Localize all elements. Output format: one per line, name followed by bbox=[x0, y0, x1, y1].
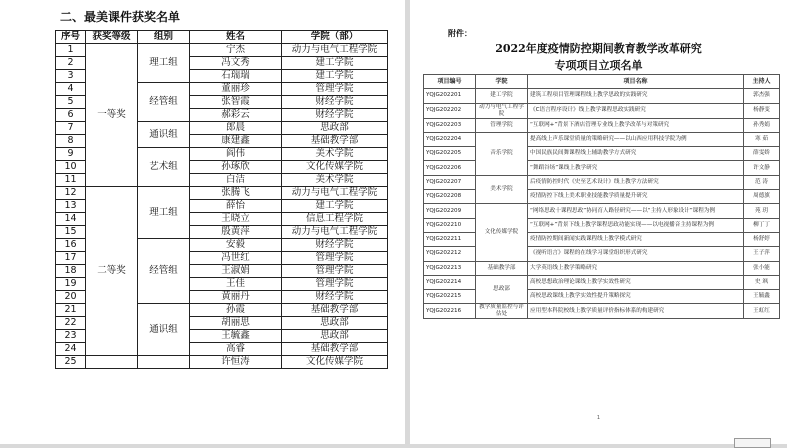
award-row bbox=[56, 44, 388, 57]
project-table-header bbox=[424, 75, 780, 89]
project-id: YQJG202212 bbox=[424, 247, 476, 261]
project-host: 张小能 bbox=[744, 261, 780, 275]
award-college: 建工学院 bbox=[282, 200, 388, 213]
award-college: 建工学院 bbox=[282, 57, 388, 70]
project-id: YQJG202208 bbox=[424, 190, 476, 204]
project-name: “网络思政十课程思政”协同育人路径研究——以“主持人形象设计”课程为例 bbox=[528, 204, 744, 218]
project-id: YQJG202202 bbox=[424, 103, 476, 118]
award-college: 美术学院 bbox=[282, 148, 388, 161]
award-list-heading: 二、最美课件获奖名单 bbox=[60, 10, 181, 24]
award-college: 动力与电气工程学院 bbox=[282, 44, 388, 57]
award-index: 9 bbox=[56, 148, 86, 161]
award-table bbox=[55, 30, 388, 369]
document-subtitle: 专项项目立项名单 bbox=[554, 59, 643, 72]
project-college: 音乐学院 bbox=[476, 132, 528, 175]
header-project-id: 项目编号 bbox=[424, 75, 476, 89]
project-college: 教学质量监控与评估处 bbox=[476, 304, 528, 319]
project-name: 建筑工程项目管理课程线上教学思政的实践研究 bbox=[528, 89, 744, 103]
award-name: 孙霞 bbox=[190, 304, 282, 317]
award-name: 石瑞瑞 bbox=[190, 70, 282, 83]
header-level: 获奖等级 bbox=[86, 31, 138, 44]
award-name: 薛怡 bbox=[190, 200, 282, 213]
page-number: 1 bbox=[596, 415, 601, 421]
award-name: 郎晨 bbox=[190, 122, 282, 135]
award-group: 通识组 bbox=[138, 304, 190, 356]
award-college: 管理学院 bbox=[282, 278, 388, 291]
award-name: 安毅 bbox=[190, 239, 282, 252]
viewer-corner-widget bbox=[734, 438, 771, 448]
project-college: 思政部 bbox=[476, 275, 528, 304]
project-name: 《视听语言》课程的在线学习课堂组织形式研究 bbox=[528, 247, 744, 261]
project-host: 苑 玥 bbox=[744, 204, 780, 218]
project-id: YQJG202213 bbox=[424, 261, 476, 275]
project-id: YQJG202209 bbox=[424, 204, 476, 218]
award-group: 理工组 bbox=[138, 44, 190, 83]
project-host: 薛雯娇 bbox=[744, 147, 780, 161]
project-name: 疫情防控期间新闻实践课程线上教学模式研究 bbox=[528, 232, 744, 246]
project-name: 《C语言程序设计》线上教学课程思政实践研究 bbox=[528, 103, 744, 118]
project-name: “舞蹈谷场”课线上教学研究 bbox=[528, 161, 744, 175]
project-host: 柳丁丁 bbox=[744, 218, 780, 232]
project-name: “互联网+”背景下酒店管理专业线上教学改革与对策研究 bbox=[528, 118, 744, 132]
award-index: 15 bbox=[56, 226, 86, 239]
award-college: 财经学院 bbox=[282, 291, 388, 304]
award-college: 动力与电气工程学院 bbox=[282, 226, 388, 239]
award-college: 基础教学部 bbox=[282, 343, 388, 356]
award-index: 24 bbox=[56, 343, 86, 356]
award-index: 5 bbox=[56, 96, 86, 109]
project-row bbox=[424, 132, 780, 146]
project-college: 管理学院 bbox=[476, 118, 528, 132]
project-name: 应用型本科院校线上教学质量评价指标体系的构建研究 bbox=[528, 304, 744, 319]
award-partial-cell: 文化传媒学院 bbox=[282, 356, 388, 369]
project-id: YQJG202204 bbox=[424, 132, 476, 146]
award-name: 冯世红 bbox=[190, 252, 282, 265]
award-row bbox=[56, 187, 388, 200]
project-host: 周德旗 bbox=[744, 190, 780, 204]
award-level: 二等奖 bbox=[86, 187, 138, 356]
project-name: 大学英语线上教学策略研究 bbox=[528, 261, 744, 275]
award-college: 基础教学部 bbox=[282, 304, 388, 317]
project-host: 王子萍 bbox=[744, 247, 780, 261]
project-row bbox=[424, 175, 780, 189]
award-group: 经管组 bbox=[138, 239, 190, 304]
award-college: 思政部 bbox=[282, 122, 388, 135]
project-row bbox=[424, 275, 780, 289]
award-group: 理工组 bbox=[138, 187, 190, 239]
project-name: 中国民族民间舞课程线上辅助教学方式研究 bbox=[528, 147, 744, 161]
attachment-label: 附件： bbox=[448, 29, 472, 38]
award-group: 经管组 bbox=[138, 83, 190, 122]
award-index: 3 bbox=[56, 70, 86, 83]
award-college: 财经学院 bbox=[282, 239, 388, 252]
award-partial-cell bbox=[138, 356, 190, 369]
award-college: 财经学院 bbox=[282, 109, 388, 122]
project-name: 提高线上声乐课堂质量的策略研究——以山西应用科技学院为例 bbox=[528, 132, 744, 146]
project-id: YQJG202214 bbox=[424, 275, 476, 289]
award-index: 12 bbox=[56, 187, 86, 200]
project-table-body bbox=[424, 89, 780, 319]
project-name: 高校思想政治理论课线上教学实效性研究 bbox=[528, 275, 744, 289]
award-partial-cell: 25 bbox=[56, 356, 86, 369]
document-title: 2022年度疫情防控期间教育教学改革研究 bbox=[495, 42, 702, 55]
award-name: 高睿 bbox=[190, 343, 282, 356]
award-table-body bbox=[56, 44, 388, 369]
project-row bbox=[424, 89, 780, 103]
award-index: 17 bbox=[56, 252, 86, 265]
project-host: 范 涛 bbox=[744, 175, 780, 189]
award-name: 宁杰 bbox=[190, 44, 282, 57]
award-college: 财经学院 bbox=[282, 96, 388, 109]
header-project-name: 项目名称 bbox=[528, 75, 744, 89]
header-group: 组别 bbox=[138, 31, 190, 44]
award-index: 4 bbox=[56, 83, 86, 96]
project-id: YQJG202211 bbox=[424, 232, 476, 246]
award-index: 7 bbox=[56, 122, 86, 135]
award-college: 管理学院 bbox=[282, 265, 388, 278]
project-college: 美术学院 bbox=[476, 175, 528, 204]
award-college: 美术学院 bbox=[282, 174, 388, 187]
project-row bbox=[424, 261, 780, 275]
project-list-page bbox=[410, 0, 787, 444]
award-name: 阎伟 bbox=[190, 148, 282, 161]
project-host: 许文静 bbox=[744, 161, 780, 175]
award-name: 王佳 bbox=[190, 278, 282, 291]
award-name: 王毓鑫 bbox=[190, 330, 282, 343]
award-name: 王淑娟 bbox=[190, 265, 282, 278]
award-index: 23 bbox=[56, 330, 86, 343]
award-index: 22 bbox=[56, 317, 86, 330]
project-id: YQJG202216 bbox=[424, 304, 476, 319]
award-college: 动力与电气工程学院 bbox=[282, 187, 388, 200]
header-host: 主持人 bbox=[744, 75, 780, 89]
project-row bbox=[424, 304, 780, 319]
award-college: 基础教学部 bbox=[282, 135, 388, 148]
award-index: 20 bbox=[56, 291, 86, 304]
award-college: 信息工程学院 bbox=[282, 213, 388, 226]
award-name: 董丽珍 bbox=[190, 83, 282, 96]
award-partial-cell bbox=[86, 356, 138, 369]
project-id: YQJG202207 bbox=[424, 175, 476, 189]
project-id: YQJG202203 bbox=[424, 118, 476, 132]
award-name: 冯文秀 bbox=[190, 57, 282, 70]
award-index: 16 bbox=[56, 239, 86, 252]
award-index: 1 bbox=[56, 44, 86, 57]
project-name: 疫情防控下线上美术职业技能教学质量提升研究 bbox=[528, 190, 744, 204]
award-group: 艺术组 bbox=[138, 148, 190, 187]
project-host: 王毓鑫 bbox=[744, 290, 780, 304]
award-name: 王晓立 bbox=[190, 213, 282, 226]
header-college: 学院（部） bbox=[282, 31, 388, 44]
project-name: 后疫情防控时代《史至艺术设计》线上教学方法研究 bbox=[528, 175, 744, 189]
award-index: 11 bbox=[56, 174, 86, 187]
header-college: 学院 bbox=[476, 75, 528, 89]
award-index: 18 bbox=[56, 265, 86, 278]
project-college: 文化传媒学院 bbox=[476, 204, 528, 261]
award-name: 殷黄萍 bbox=[190, 226, 282, 239]
project-id: YQJG202201 bbox=[424, 89, 476, 103]
project-name: 高校思政课线上教学实效性提升策略探究 bbox=[528, 290, 744, 304]
project-row bbox=[424, 118, 780, 132]
award-index: 2 bbox=[56, 57, 86, 70]
award-group: 通识组 bbox=[138, 122, 190, 148]
project-host: 杨静变 bbox=[744, 103, 780, 118]
award-index: 14 bbox=[56, 213, 86, 226]
project-id: YQJG202210 bbox=[424, 218, 476, 232]
project-host: 孙秀娟 bbox=[744, 118, 780, 132]
award-index: 19 bbox=[56, 278, 86, 291]
award-name: 孙琢欣 bbox=[190, 161, 282, 174]
project-college: 基础教学部 bbox=[476, 261, 528, 275]
project-host: 王虹红 bbox=[744, 304, 780, 319]
award-college: 管理学院 bbox=[282, 83, 388, 96]
project-id: YQJG202205 bbox=[424, 147, 476, 161]
award-index: 8 bbox=[56, 135, 86, 148]
project-id: YQJG202215 bbox=[424, 290, 476, 304]
award-name: 白洁 bbox=[190, 174, 282, 187]
project-id: YQJG202206 bbox=[424, 161, 476, 175]
project-host: 史 飒 bbox=[744, 275, 780, 289]
award-row-partial bbox=[56, 356, 388, 369]
project-college: 动力与电气工程学院 bbox=[476, 103, 528, 118]
award-partial-cell: 许恒涛 bbox=[190, 356, 282, 369]
award-index: 6 bbox=[56, 109, 86, 122]
award-name: 郝彩云 bbox=[190, 109, 282, 122]
award-college: 管理学院 bbox=[282, 252, 388, 265]
award-name: 康建鑫 bbox=[190, 135, 282, 148]
project-row bbox=[424, 103, 780, 118]
award-college: 思政部 bbox=[282, 317, 388, 330]
award-level: 一等奖 bbox=[86, 44, 138, 187]
header-index: 序号 bbox=[56, 31, 86, 44]
header-name: 姓名 bbox=[190, 31, 282, 44]
project-college: 建工学院 bbox=[476, 89, 528, 103]
award-index: 10 bbox=[56, 161, 86, 174]
award-name: 胡丽思 bbox=[190, 317, 282, 330]
project-row bbox=[424, 204, 780, 218]
award-table-header bbox=[56, 31, 388, 44]
award-name: 张智霞 bbox=[190, 96, 282, 109]
project-table bbox=[423, 74, 780, 319]
project-name: “互联网+”背景下线上教学课程思政功能实现——以电视播音主持课程为例 bbox=[528, 218, 744, 232]
award-college: 思政部 bbox=[282, 330, 388, 343]
project-host: 杨舒婷 bbox=[744, 232, 780, 246]
award-name: 张腾飞 bbox=[190, 187, 282, 200]
project-host: 寒 茹 bbox=[744, 132, 780, 146]
award-name: 黄丽丹 bbox=[190, 291, 282, 304]
award-college: 文化传媒学院 bbox=[282, 161, 388, 174]
award-index: 13 bbox=[56, 200, 86, 213]
award-college: 建工学院 bbox=[282, 70, 388, 83]
project-host: 郭杰强 bbox=[744, 89, 780, 103]
award-index: 21 bbox=[56, 304, 86, 317]
